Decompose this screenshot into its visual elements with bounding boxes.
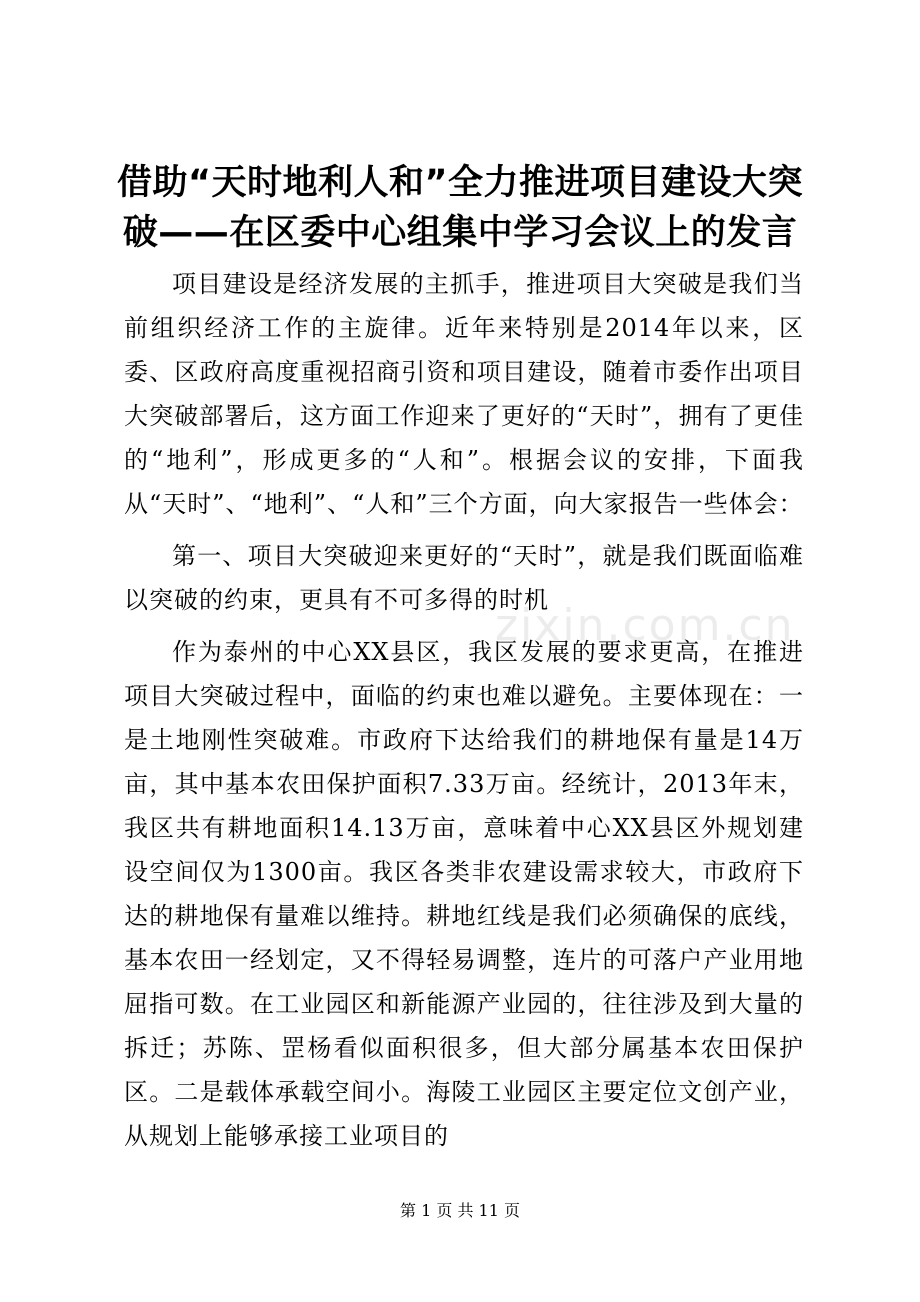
watermark: zixin.com.cn	[495, 600, 795, 651]
document-title: 借助“天时地利人和”全力推进项目建设大突破——在区委中心组集中学习会议上的发言	[116, 163, 803, 253]
document-body	[124, 262, 804, 1166]
paragraph-constraints: 作为泰州的中心XX县区，我区发展的要求更高，在推进项目大突破过程中，面临的约束也难以避免。主要体现在：一是土地刚性突破难。市政府下达给我们的耕地保有量是14万亩，其中基本农田保护面积7.33万亩。经统计，2013年末，我区共有耕地面积14.13万亩，意味着中心XX县区外规划建设空间仅为1300亩。我区各类非农建设需求较大，市政府下达的耕地保有量难以维持。耕地红线是我们必须确保的底线，基本农田一经划定，又不得轻易调整，连片的可落户产业用地屈指可数。在工业园区和新能源产业园的，往往涉及到大量的拆迁；苏陈、罡杨看似面积很多，但大部分属基本农田保护区。二是载体承载空间小。海陵工业园区主要定位文创产业，从规划上能够承接工业项目的	[124, 638, 804, 1150]
paragraph-section-heading: 第一、项目大突破迎来更好的“天时”，就是我们既面临难以突破的约束，更具有不可多得的时机	[124, 542, 804, 614]
page-footer: 第 1 页 共 11 页	[400, 1201, 520, 1220]
paragraph-intro: 项目建设是经济发展的主抓手，推进项目大突破是我们当前组织经济工作的主旋律。近年来特别是2014年以来，区委、区政府高度重视招商引资和项目建设，随着市委作出项目大突破部署后，这方面工作迎来了更好的“天时”，拥有了更佳的“地利”，形成更多的“人和”。根据会议的安排，下面我从“天时”、“地利”、“人和”三个方面，向大家报告一些体会：	[124, 270, 804, 518]
